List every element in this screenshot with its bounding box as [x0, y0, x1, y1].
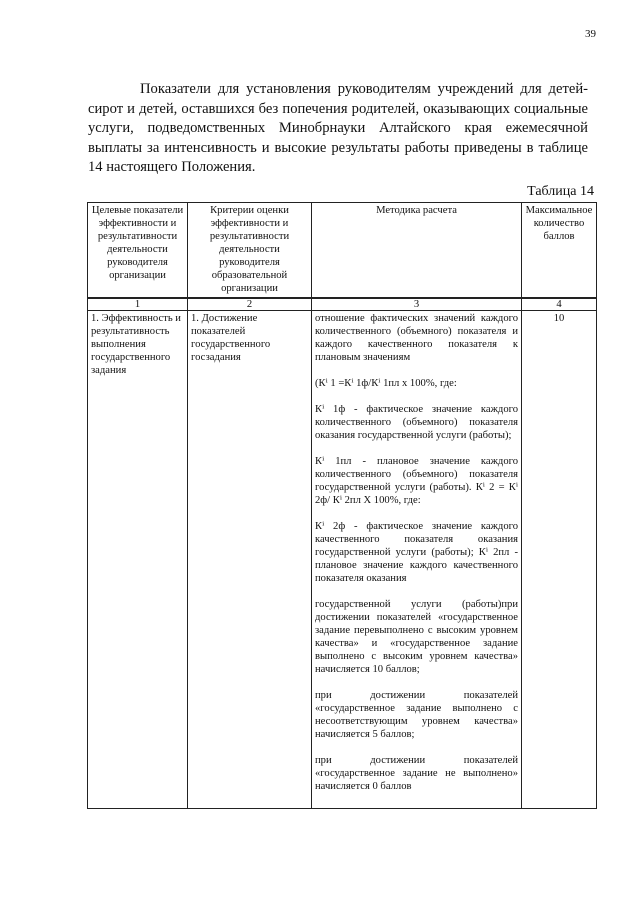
intro-paragraph: Показатели для установления руководителям учреждений для детей-сирот и детей, оставшихся без попечения родителей, оказывающих социальные услуги, подведомственных Минобрнауки Алтайского края ежемесячной выплаты за интенсивность и высокие результаты работы приведены в таблице 14 настоящего Положения. [88, 81, 588, 175]
cell-max-points: 10 [522, 311, 597, 809]
table-header-row [88, 203, 597, 299]
indicators-table [87, 202, 597, 809]
column-number-row [88, 298, 597, 311]
method-paragraph: Кⁱ 2ф - фактическое значение каждого качественного показателя оказания государственной услуги (работы); Кⁱ 2пл - плановое значение каждого качественного показателя оказания [315, 521, 518, 584]
column-number: 3 [312, 298, 522, 311]
method-paragraph: Кⁱ 1пл - плановое значение каждого количественного (объемного) показателя государственной услуги (работы). Кⁱ 2 = Кⁱ 2ф/ Кⁱ 2пл Х 100%, где: [315, 456, 518, 506]
column-number: 4 [522, 298, 597, 311]
cell-target-indicator: 1. Эффективность и результативность выполнения государственного задания [88, 311, 188, 809]
method-paragraph: (Кⁱ 1 =Кⁱ 1ф/Кⁱ 1пл х 100%, где: [315, 378, 457, 389]
header-criteria: Критерии оценки эффективности и результативности деятельности руководителя образовательной организации [188, 203, 312, 299]
method-paragraph: государственной услуги (работы)при достижении показателей «государственное задание перевыполнено с высоким уровнем качества» и «государственное задание выполнено с высоким уровнем качества» начисляется 10 баллов; [315, 599, 518, 675]
method-paragraph: отношение фактических значений каждого количественного (объемного) показателя и каждого качественного показателя к плановым значениям [315, 313, 518, 363]
header-method: Методика расчета [312, 203, 522, 299]
table-row [88, 311, 597, 809]
method-paragraph: Кⁱ 1ф - фактическое значение каждого количественного (объемного) показателя оказания государственной услуги (работы); [315, 404, 518, 441]
header-max-points: Максимальное количество баллов [522, 203, 597, 299]
method-paragraph: при достижении показателей «государственное задание не выполнено» начисляется 0 баллов [315, 755, 518, 792]
cell-criterion: 1. Достижение показателей государственного госзадания [188, 311, 312, 809]
method-paragraph: при достижении показателей «государственное задание выполнено с несоответствующим уровнем качества» начисляется 5 баллов; [315, 690, 518, 740]
header-target-indicators: Целевые показатели эффективности и результативности деятельности руководителя организации [88, 203, 188, 299]
page-number: 39 [585, 28, 596, 40]
column-number: 2 [188, 298, 312, 311]
table-caption: Таблица 14 [527, 184, 594, 199]
cell-method [312, 311, 522, 809]
column-number: 1 [88, 298, 188, 311]
